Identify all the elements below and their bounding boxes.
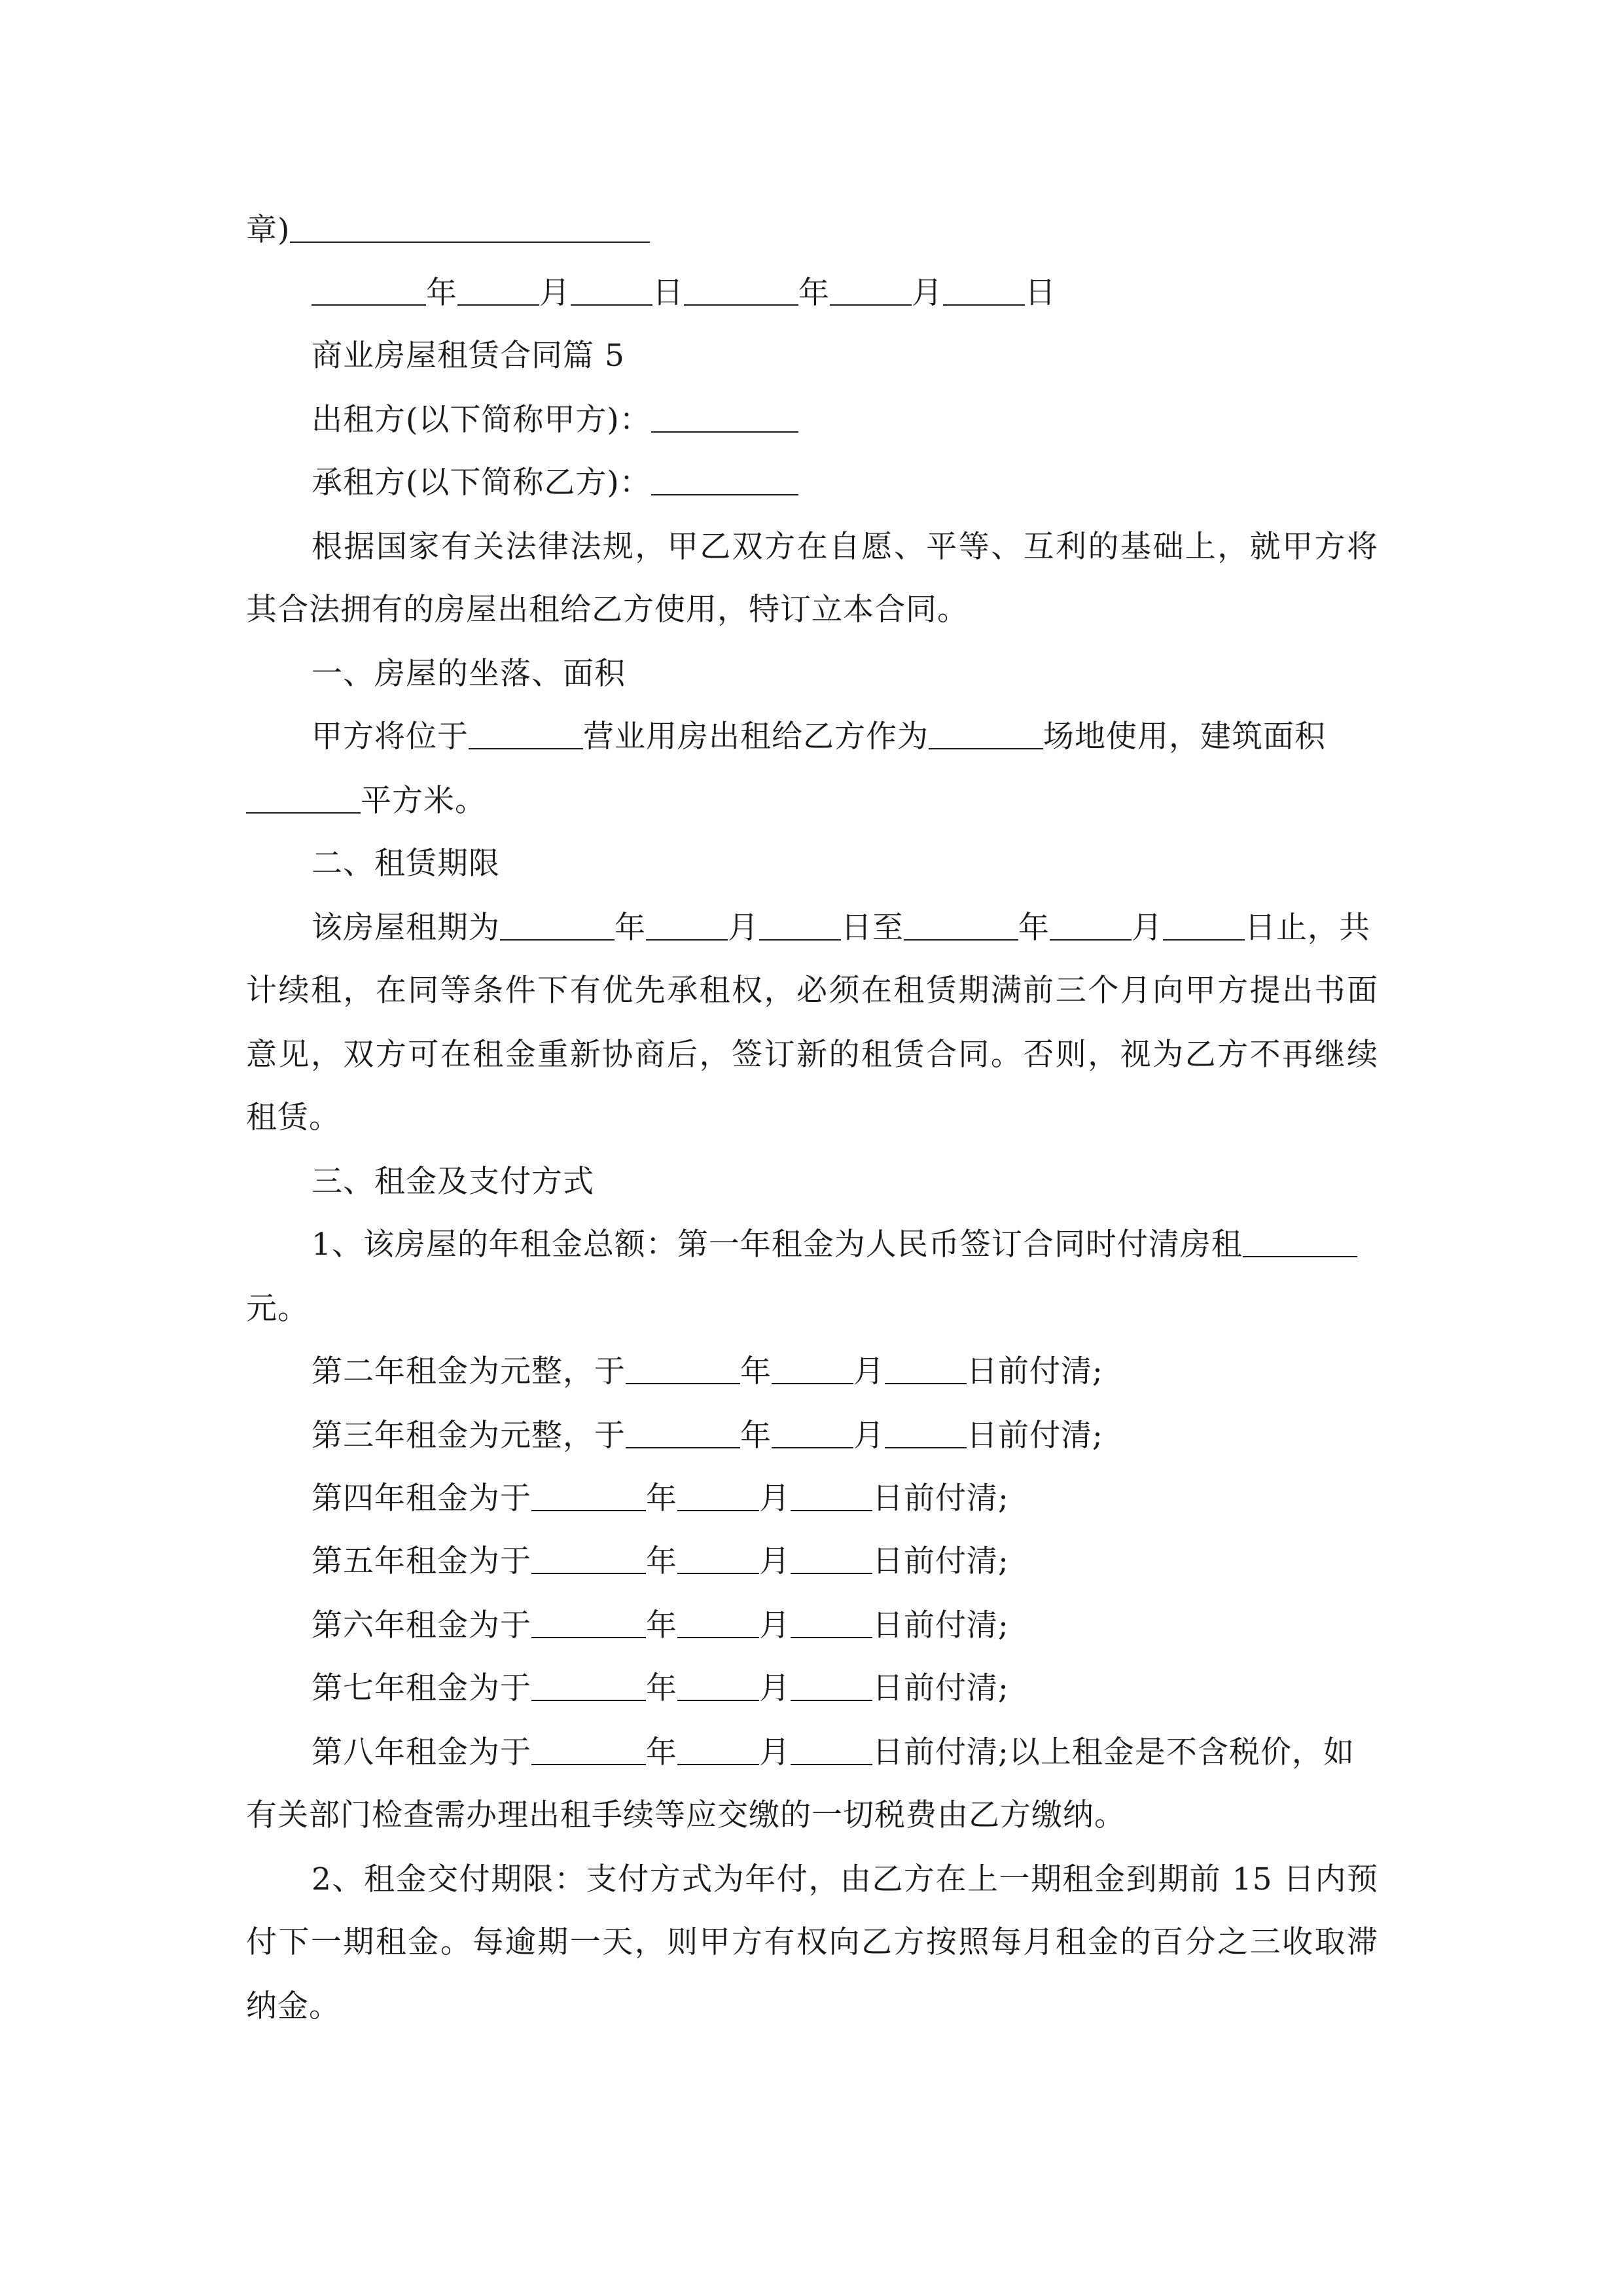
blank-field — [1050, 910, 1132, 941]
rent-year-7: 第七年租金为于 年 月 日前付清; — [312, 1670, 1009, 1706]
blank-field — [885, 1418, 967, 1448]
paragraph-line: 该房屋租期为 年 月 日至 年 月 日止，共 — [312, 910, 1370, 946]
paragraph-line: 元。 — [246, 1291, 309, 1327]
blank-field — [677, 1735, 759, 1765]
rent-year-2: 第二年租金为元整，于 年 月 日前付清; — [312, 1354, 1103, 1390]
blank-field — [791, 1735, 872, 1765]
blank-field — [457, 276, 539, 306]
paragraph-line: 有关部门检查需办理出租手续等应交缴的一切税费由乙方缴纳。 — [246, 1797, 1126, 1833]
rent-year-6: 第六年租金为于 年 月 日前付清; — [312, 1607, 1009, 1643]
blank-field — [531, 1481, 646, 1511]
blank-field — [651, 403, 798, 433]
blank-field — [677, 1481, 759, 1511]
rent-year-5: 第五年租金为于 年 月 日前付清; — [312, 1543, 1009, 1579]
blank-field — [677, 1671, 759, 1701]
blank-field — [500, 910, 615, 941]
rent-year-8: 第八年租金为于 年 月 日前付清;以上租金是不含税价，如 — [312, 1734, 1355, 1770]
lessor-line: 出租方(以下简称甲方)： — [312, 401, 1378, 440]
contract-title: 商业房屋租赁合同篇 5 — [312, 338, 625, 374]
signature-dates: 年 月 日 年 月 日 — [312, 274, 1444, 313]
blank-field — [684, 276, 798, 306]
paragraph-line: 甲方将位于 营业用房出租给乙方作为 场地使用，建筑面积 — [312, 719, 1326, 755]
blank-field — [626, 1354, 740, 1384]
paragraph-line: 纳金。 — [246, 1988, 340, 2024]
blank-field — [246, 783, 361, 814]
blank-field — [929, 719, 1043, 749]
blank-field — [531, 1671, 646, 1701]
blank-field — [791, 1481, 872, 1511]
rent-year-4: 第四年租金为于 年 月 日前付清; — [312, 1480, 1009, 1516]
blank-field — [531, 1735, 646, 1765]
paragraph-line: 意见，双方可在租金重新协商后，签订新的租赁合同。否则，视为乙方不再继续 — [246, 1037, 1378, 1073]
blank-field — [772, 1418, 853, 1448]
paragraph-line: 其合法拥有的房屋出租给乙方使用，特订立本合同。 — [246, 592, 969, 628]
rent-year-3: 第三年租金为元整，于 年 月 日前付清; — [312, 1418, 1103, 1454]
blank-field — [651, 465, 798, 495]
blank-field — [830, 276, 912, 306]
signature-line-seal: 章) — [246, 211, 1378, 250]
blank-field — [759, 910, 841, 941]
blank-field — [290, 213, 650, 243]
blank-field — [885, 1354, 967, 1384]
blank-field — [772, 1354, 853, 1384]
section-heading: 二、租赁期限 — [312, 846, 500, 882]
blank-field — [531, 1608, 646, 1638]
paragraph-line: 平方米。 — [246, 781, 1378, 821]
blank-field — [469, 719, 583, 749]
blank-field — [904, 910, 1018, 941]
paragraph-line: 2、租金交付期限：支付方式为年付，由乙方在上一期租金到期前 15 日内预 — [312, 1861, 1378, 1897]
paragraph-line: 付下一期租金。每逾期一天，则甲方有权向乙方按照每月租金的百分之三收取滞 — [246, 1924, 1378, 1960]
paragraph-line: 根据国家有关法律法规，甲乙双方在自愿、平等、互利的基础上，就甲方将 — [312, 529, 1378, 565]
blank-field — [312, 276, 426, 306]
section-heading: 一、房屋的坐落、面积 — [312, 656, 626, 692]
blank-field — [791, 1544, 872, 1574]
blank-field — [791, 1608, 872, 1638]
paragraph-line: 1、该房屋的年租金总额：第一年租金为人民币签订合同时付清房租 — [312, 1225, 1378, 1265]
blank-field — [677, 1608, 759, 1638]
blank-field — [571, 276, 652, 306]
section-heading: 三、租金及支付方式 — [312, 1164, 594, 1200]
blank-field — [1243, 1227, 1357, 1257]
blank-field — [646, 910, 728, 941]
blank-field — [943, 276, 1025, 306]
blank-field — [531, 1544, 646, 1574]
blank-field — [791, 1671, 872, 1701]
paragraph-line: 租赁。 — [246, 1100, 340, 1136]
paragraph-line: 计续租，在同等条件下有优先承租权，必须在租赁期满前三个月向甲方提出书面 — [246, 973, 1378, 1009]
blank-field — [677, 1544, 759, 1574]
blank-field — [1163, 910, 1245, 941]
lessee-line: 承租方(以下简称乙方)： — [312, 463, 1378, 503]
blank-field — [626, 1418, 740, 1448]
